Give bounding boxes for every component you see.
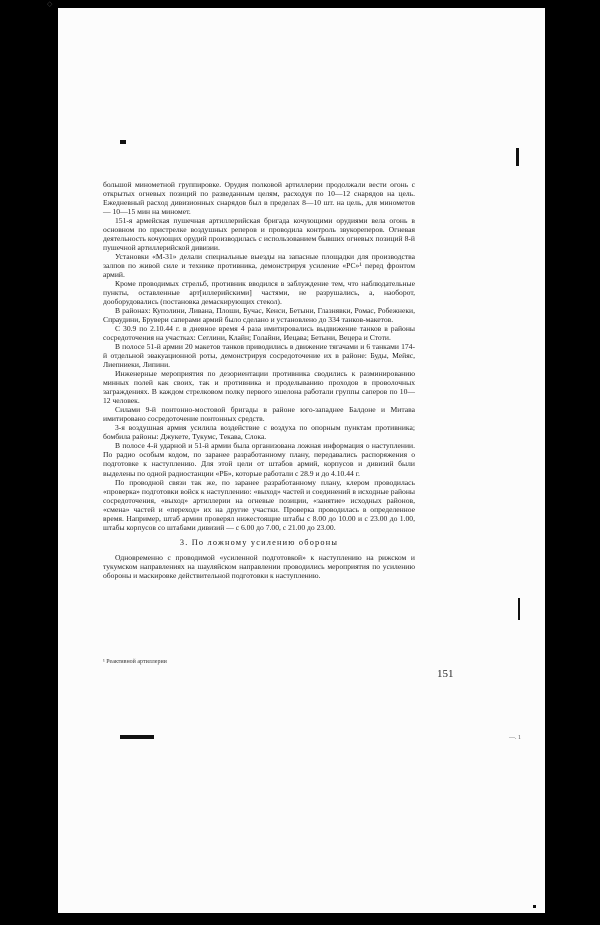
paragraph: С 30.9 по 2.10.44 г. в дневное время 4 раза имитировались выдвижение танков в районы сосредоточения на участках: Сеглини, Клайн; Голайни, Иецава; Бетыни, Вецера и Стоти. xyxy=(103,324,415,343)
scan-mark-left-bottom xyxy=(120,735,154,739)
paragraph-group-2 xyxy=(103,553,415,580)
paragraph-group-1 xyxy=(103,180,415,532)
paragraph: 3-я воздушная армия усилила воздействие с воздуха по опорным пунктам противника; бомбила районы: Джукете, Тукумс, Текава, Слока. xyxy=(103,423,415,442)
page-number: 151 xyxy=(437,668,454,680)
corner-mark: ◇ xyxy=(47,0,53,8)
main-text xyxy=(103,180,415,580)
paragraph: В полосе 51-й армии 20 макетов танков приводились в движение тягачами и 6 танками 174-й отдельной эвакуационной роты, демонстрируя сосредоточение их в районе: Буды, Мейяс, Лиепниеки, Липини. xyxy=(103,342,415,370)
margin-mark: —. 1 xyxy=(509,735,521,741)
paragraph: Инженерные мероприятия по дезориентации противника сводились к разминированию минных полей как своих, так и противника и проделыванию проходов в проволочных заграждениях. В каждом стрелковом полку первого эшелона работали группы саперов по 10—12 человек. xyxy=(103,369,415,406)
paragraph: Установки «М-31» делали специальные выезды на запасные площадки для производства залпов по живой силе и технике противника, демонстрируя усиление «РС»¹ перед фронтом армий. xyxy=(103,252,415,280)
paragraph: 151-я армейская пушечная артиллерийская бригада кочующими орудиями вела огонь в основном по пристрелке воздушных реперов и проводила контроль звукореперов. Огневая деятельность кочующих орудий производилась с использованием бывших огневых позиций 8-й пушечной артиллерийской дивизии. xyxy=(103,216,415,253)
paragraph: Одновременно с проводимой «усиленной подготовкой» к наступлению на рижском и тукумском направлениях на шауляйском направлении проводились мероприятия по усилению обороны и маскировке действительной подготовки к наступлению. xyxy=(103,552,415,580)
paragraph: Силами 9-й понтонно-мостовой бригады в районе юго-западнее Балдоне и Митава имитировано сосредоточение понтонных средств. xyxy=(103,405,415,424)
scan-mark-left-top xyxy=(120,140,126,144)
section-heading: 3. По ложному усилению обороны xyxy=(179,537,339,547)
paragraph: В полосе 4-й ударной и 51-й армии была организована ложная информация о наступлении. По радио особым кодом, по заранее разработанному плану, передавались распоряжения о подготовке к наступлению. Для этой цели от штабов армий, корпусов и дивизий были выделены по одной радиостанции «РБ», которые работали с 28.9 и до 4.10.44 г. xyxy=(103,441,415,478)
scan-mark-bottom xyxy=(533,905,536,908)
paragraph: Кроме проводимых стрельб, противник вводился в заблуждение тем, что наблюдательные пункты, оставленные арт[иллерийскими] частями, не разрушались, а, наоборот, дооборудовались (постановка демаскирующих стекол). xyxy=(103,279,415,307)
paragraph: В районах: Куполини, Ливана, Плоши, Бучас, Кенси, Бетыни, Глазнявки, Ромас, Робежнеки, Спраудини, Брувери саперами армий было сделано и установлено до 334 танков-макетов. xyxy=(103,306,415,325)
scan-mark-right-top xyxy=(516,148,519,166)
scan-mark-right-mid xyxy=(518,598,520,620)
paragraph: большой минометной группировке. Орудия полковой артиллерии продолжали вести огонь с открытых огневых позиций по разведанным целям, расходуя по 10—12 снарядов на цель. Ежедневный расход дивизионных снарядов был в пределах 8—10 шт. на цель, для минометов — 10—15 мин на миномет. xyxy=(103,180,415,217)
paragraph: По проводной связи так же, по заранее разработанному плану, клером проводилась «проверка» подготовки войск к наступлению: «выход» частей и соединений в исходные районы сосредоточения, «выход» артиллерии на огневые позиции, «занятие» исходных районов, «смена» частей и «переход» их на другие участки. Проверка проводилась в определенное время. Например, штаб армии проверял нижестоящие штабы с 8.00 до 10.00 и с 23.00 до 1.00, штабы корпусов со штабами дивизий — с 6.00 до 7.00, с 21.00 до 23.00. xyxy=(103,477,415,532)
footnote: ¹ Реактивной артиллерии xyxy=(103,659,167,665)
